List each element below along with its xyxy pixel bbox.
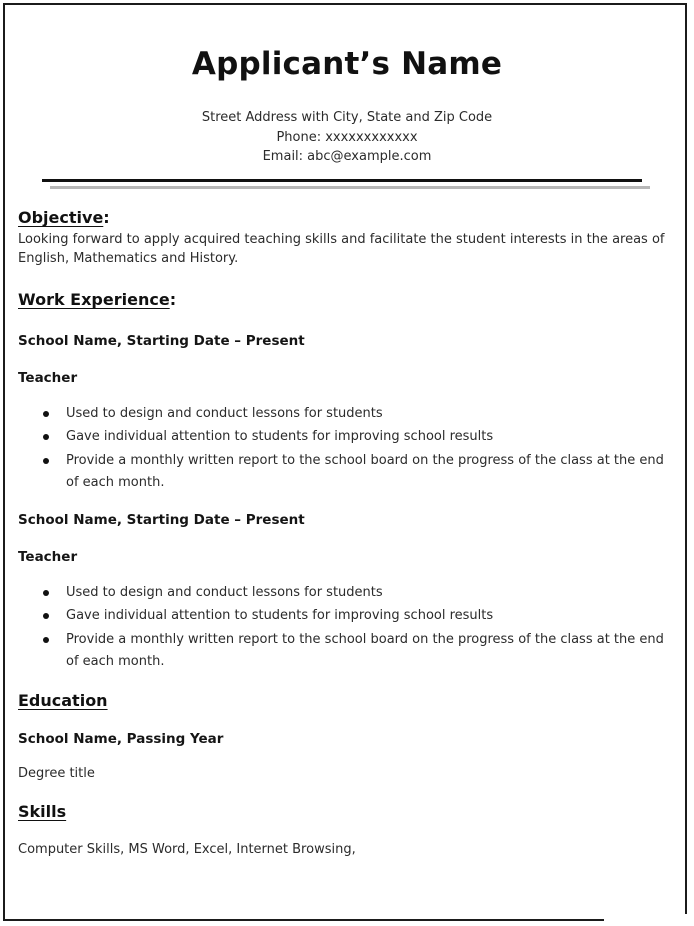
list-item: Used to design and conduct lessons for students [40, 582, 668, 604]
street-address: Street Address with City, State and Zip Code [201, 110, 493, 125]
email-address: Email: abc@example.com [262, 149, 432, 164]
bullet-icon [43, 613, 49, 619]
work-experience-heading: Work Experience: [18, 290, 177, 309]
objective-heading: Objective: [18, 208, 110, 227]
phone-number: Phone: xxxxxxxxxxxx [276, 130, 418, 145]
header-divider [42, 179, 642, 182]
education-degree: Degree title [18, 766, 95, 781]
bullet-icon [43, 434, 49, 440]
job-role: Teacher [18, 549, 78, 565]
border-corner-gap [604, 914, 694, 926]
job-role: Teacher [18, 370, 78, 386]
job-duties-list [40, 403, 668, 494]
skills-text: Computer Skills, MS Word, Excel, Internet Browsing, [18, 842, 356, 857]
list-item: Provide a monthly written report to the school board on the progress of the class at the end of each month. [40, 450, 668, 494]
header-divider-shadow [50, 186, 650, 189]
bullet-icon [43, 411, 49, 417]
education-heading: Education [18, 691, 108, 710]
objective-text: Looking forward to apply acquired teaching skills and facilitate the student interests in the areas of English, Mathematics and History. [18, 232, 665, 266]
list-item: Used to design and conduct lessons for students [40, 403, 668, 425]
bullet-icon [43, 590, 49, 596]
applicant-name: Applicant’s Name [191, 46, 503, 82]
job-duties-list [40, 582, 668, 673]
bullet-icon [43, 458, 49, 464]
job-title: School Name, Starting Date – Present [18, 512, 305, 528]
list-item: Provide a monthly written report to the school board on the progress of the class at the end of each month. [40, 629, 668, 673]
list-item: Gave individual attention to students for improving school results [40, 426, 668, 448]
skills-heading: Skills [18, 802, 67, 821]
job-title: School Name, Starting Date – Present [18, 333, 305, 349]
education-school: School Name, Passing Year [18, 731, 224, 747]
list-item: Gave individual attention to students for improving school results [40, 605, 668, 627]
bullet-icon [43, 637, 49, 643]
